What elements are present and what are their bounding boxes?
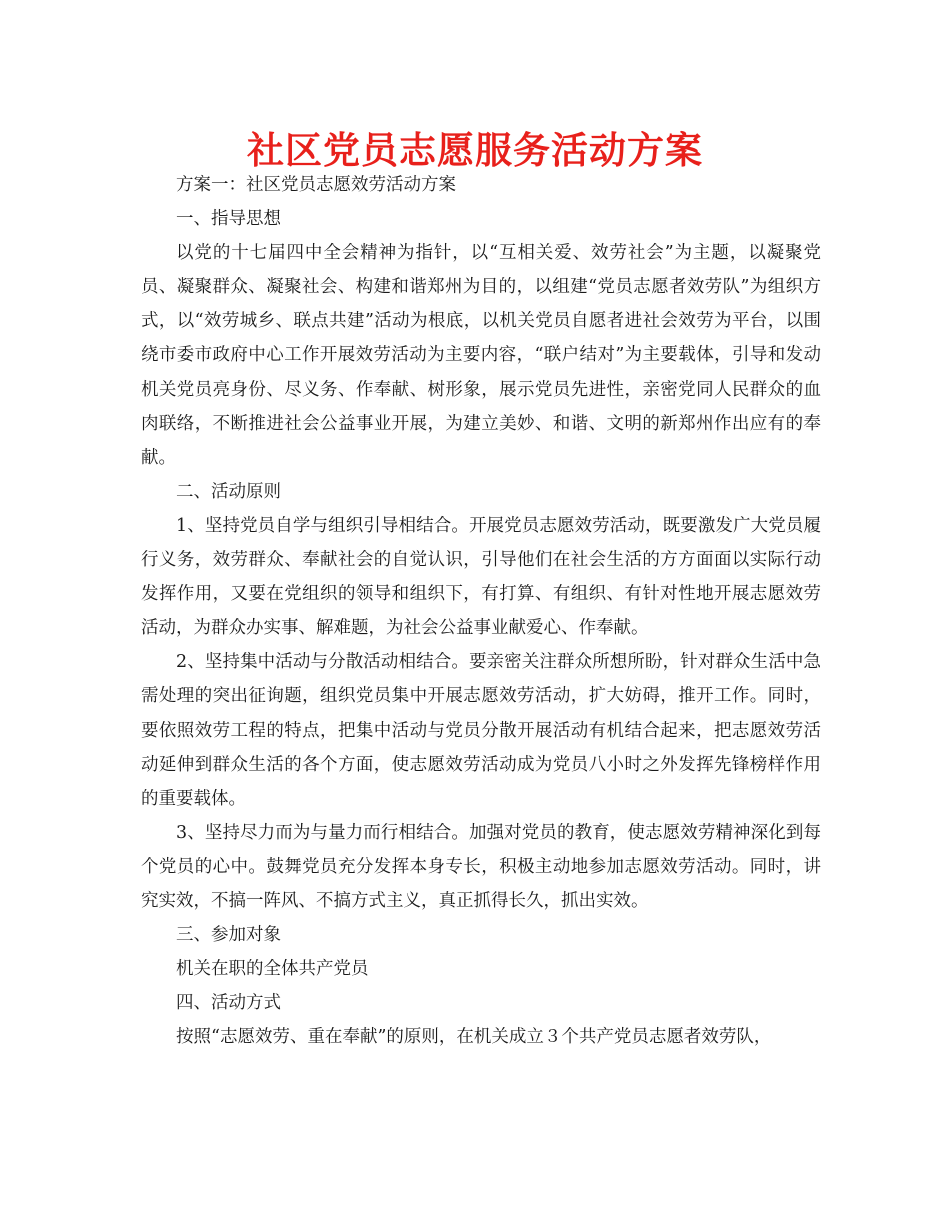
paragraph-principle-2: 2、坚持集中活动与分散活动相结合。要亲密关注群众所想所盼，针对群众生活中急需处理的突出征询题，组织党员集中开展志愿效劳活动，扩大妨碍，推开工作。同时，要依照效劳工程的特点，把集中活动与党员分散开展活动有机结合起来，把志愿效劳活动延伸到群众生活的各个方面，使志愿效劳活动成为党员八小时之外发挥先锋榜样作用的重要载体。	[141, 652, 821, 809]
document-title: 社区党员志愿服务活动方案	[247, 129, 703, 172]
paragraph-participants: 机关在职的全体共产党员	[176, 959, 369, 980]
paragraph-activity-method: 按照“志愿效劳、重在奉献”的原则，在机关成立３个共产党员志愿者效劳队，	[176, 1027, 772, 1048]
paragraph-principle-3: 3、坚持尽力而为与量力而行相结合。加强对党员的教育，使志愿效劳精神深化到每个党员的心中。鼓舞党员充分发挥本身专长，积极主动地参加志愿效劳活动。同时，讲究实效，不搞一阵风、不搞方式主义，真正抓得长久，抓出实效。	[141, 822, 821, 911]
plan-subtitle: 方案一：社区党员志愿效劳活动方案	[176, 175, 456, 195]
paragraph-principle-1: 1、坚持党员自学与组织引导相结合。开展党员志愿效劳活动，既要激发广大党员履行义务，效劳群众、奉献社会的自觉认识，引导他们在社会生活的方方面面以实际行动发挥作用，又要在党组织的领导和组织下，有打算、有组织、有针对性地开展志愿效劳活动，为群众办实事、解难题，为社会公益事业献爱心、作奉献。	[141, 515, 821, 639]
section-heading-principles: 二、活动原则	[176, 481, 281, 502]
document-body	[141, 168, 821, 1054]
paragraph-guiding-ideology: 以党的十七届四中全会精神为指针，以“互相关爱、效劳社会”为主题，以凝聚党员、凝聚群众、凝聚社会、构建和谐郑州为目的，以组建“党员志愿者效劳队”为组织方式，以“效劳城乡、联点共建”活动为根底，以机关党员自愿者进社会效劳为平台，以围绕市委市政府中心工作开展效劳活动为主要内容，“联户结对”为主要载体，引导和发动机关党员亮身份、尽义务、作奉献、树形象，展示党员先进性，亲密党同人民群众的血肉联络，不断推进社会公益事业开展，为建立美妙、和谐、文明的新郑州作出应有的奉献。	[141, 243, 821, 468]
section-heading-activity-method: 四、活动方式	[176, 993, 281, 1014]
section-heading-participants: 三、参加对象	[176, 925, 281, 946]
section-heading-guiding-ideology: 一、指导思想	[176, 209, 281, 230]
